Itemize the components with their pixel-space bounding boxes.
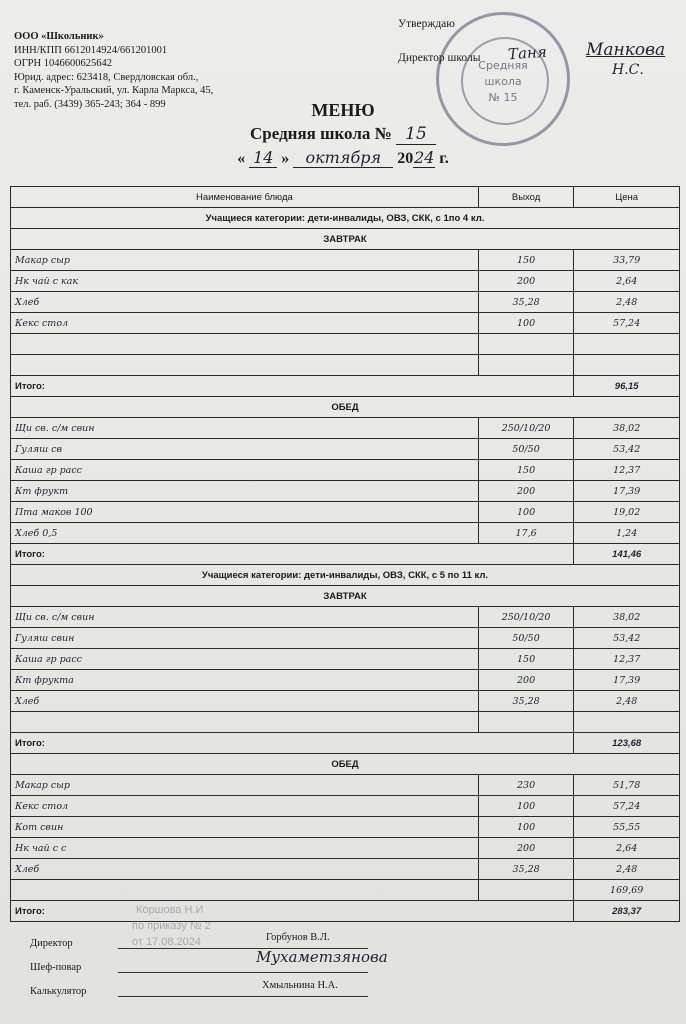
school-title — [0, 124, 686, 145]
org-ogrn: ОГРН 1046600625642 — [14, 58, 112, 69]
output-cell: 100 — [478, 313, 574, 334]
dish-cell: Нк чай с с — [11, 838, 479, 859]
table-header-row — [11, 187, 680, 208]
price-cell: 38,02 — [574, 418, 680, 439]
date-quote-open: « — [237, 150, 246, 167]
output-cell — [478, 334, 574, 355]
menu-date — [0, 148, 686, 168]
org-address-2: г. Каменск-Уральский, ул. Карла Маркса, 45, — [14, 85, 214, 96]
output-cell: 200 — [478, 271, 574, 292]
table-row — [11, 775, 680, 796]
table-row — [11, 418, 680, 439]
total-value: 283,37 — [574, 901, 680, 922]
price-cell: 17,39 — [574, 670, 680, 691]
price-cell: 53,42 — [574, 439, 680, 460]
bleed-through-text-1: Коршова Н.И — [136, 904, 204, 916]
director-name: Горбунов В.Л. — [266, 932, 330, 943]
menu-title: МЕНЮ — [311, 100, 375, 120]
table-row — [11, 250, 680, 271]
dish-cell: Хлеб — [11, 859, 479, 880]
section-label: ЗАВТРАК — [11, 586, 680, 607]
total-row-breakfast-2 — [11, 733, 680, 754]
table-row — [11, 439, 680, 460]
price-cell: 38,02 — [574, 607, 680, 628]
total-value: 141,46 — [574, 544, 680, 565]
breakfast-2-rows — [11, 607, 680, 733]
output-cell: 150 — [478, 649, 574, 670]
table-row — [11, 355, 680, 376]
table-row — [11, 607, 680, 628]
output-cell: 200 — [478, 838, 574, 859]
calc-name: Хмыльнина Н.А. — [262, 980, 338, 991]
dish-cell: Гуляш свин — [11, 628, 479, 649]
total-label: Итого: — [11, 544, 574, 565]
section-breakfast-2 — [11, 586, 680, 607]
output-cell: 250/10/20 — [478, 418, 574, 439]
org-phone: тел. раб. (3439) 365-243; 364 - 899 — [14, 98, 166, 110]
price-cell: 2,64 — [574, 271, 680, 292]
header-price: Цена — [574, 187, 680, 208]
dish-cell: Щи св. с/м свин — [11, 607, 479, 628]
price-cell: 2,64 — [574, 838, 680, 859]
price-cell: 51,78 — [574, 775, 680, 796]
org-name: ООО «Школьник» — [14, 31, 104, 42]
lunch-1-rows — [11, 418, 680, 544]
sign-chef-label: Шеф-повар — [30, 962, 82, 973]
output-cell: 100 — [478, 817, 574, 838]
dish-cell: Макар сыр — [11, 250, 479, 271]
price-cell: 2,48 — [574, 292, 680, 313]
dish-cell — [11, 880, 479, 901]
school-prefix: Средняя школа № — [250, 124, 392, 143]
price-cell: 57,24 — [574, 313, 680, 334]
approve-label: Утверждаю — [398, 18, 455, 30]
director-name-handwritten: Манкова — [586, 40, 666, 60]
table-row — [11, 334, 680, 355]
section-lunch-1 — [11, 397, 680, 418]
price-cell: 55,55 — [574, 817, 680, 838]
director-initials-handwritten: Н.С. — [612, 62, 644, 78]
table-row — [11, 649, 680, 670]
table-row — [11, 712, 680, 733]
table-row — [11, 817, 680, 838]
table-row — [11, 628, 680, 649]
bleed-through-text-3: от 17.08.2024 — [132, 936, 202, 948]
dish-cell: Кекс стол — [11, 313, 479, 334]
price-cell: 12,37 — [574, 649, 680, 670]
section-label: ОБЕД — [11, 754, 680, 775]
price-cell: 57,24 — [574, 796, 680, 817]
table-row — [11, 691, 680, 712]
category-row-2 — [11, 565, 680, 586]
price-cell: 169,69 — [574, 880, 680, 901]
date-year-end: г. — [439, 150, 449, 167]
menu-table — [10, 186, 680, 922]
table-row — [11, 502, 680, 523]
price-cell: 53,42 — [574, 628, 680, 649]
total-value: 123,68 — [574, 733, 680, 754]
stamp-line-1: Средняя — [478, 59, 528, 72]
total-row-lunch-2 — [11, 901, 680, 922]
dish-cell — [11, 334, 479, 355]
total-label: Итого: — [11, 376, 574, 397]
output-cell — [478, 355, 574, 376]
output-cell: 100 — [478, 502, 574, 523]
section-lunch-2 — [11, 754, 680, 775]
output-cell: 230 — [478, 775, 574, 796]
bleed-through-text-2: по приказу № 2 — [132, 920, 211, 932]
section-breakfast-1 — [11, 229, 680, 250]
price-cell: 19,02 — [574, 502, 680, 523]
dish-cell: Кекс стол — [11, 796, 479, 817]
price-cell — [574, 712, 680, 733]
organization-block — [14, 30, 213, 111]
table-row — [11, 880, 680, 901]
breakfast-1-rows — [11, 250, 680, 376]
output-cell: 35,28 — [478, 292, 574, 313]
total-value: 96,15 — [574, 376, 680, 397]
dish-cell: Щи св. с/м свин — [11, 418, 479, 439]
dish-cell: Каша гр расс — [11, 460, 479, 481]
org-address-1: Юрид. адрес: 623418, Свердловская обл., — [14, 71, 199, 83]
table-row — [11, 271, 680, 292]
date-month: октября — [293, 148, 393, 168]
total-label: Итого: — [11, 901, 574, 922]
director-label: Директор школы — [398, 52, 481, 64]
date-quote-close: » — [281, 150, 290, 167]
dish-cell: Кт фрукта — [11, 670, 479, 691]
dish-cell: Хлеб 0,5 — [11, 523, 479, 544]
total-row-lunch-1 — [11, 544, 680, 565]
stamp-line-3: № 15 — [488, 91, 518, 104]
school-number: 15 — [396, 124, 436, 145]
dish-cell — [11, 355, 479, 376]
category-label: Учащиеся категории: дети-инвалиды, ОВЗ, СКК, с 5 по 11 кл. — [11, 565, 680, 586]
dish-cell: Каша гр расс — [11, 649, 479, 670]
output-cell — [478, 880, 574, 901]
dish-cell: Кот свин — [11, 817, 479, 838]
table-row — [11, 523, 680, 544]
output-cell: 100 — [478, 796, 574, 817]
header-output: Выход — [478, 187, 574, 208]
date-year-prefix: 20 — [397, 150, 414, 167]
output-cell: 200 — [478, 670, 574, 691]
dish-cell: Кт фрукт — [11, 481, 479, 502]
price-cell: 33,79 — [574, 250, 680, 271]
signature-block — [30, 932, 86, 1004]
date-day: 14 — [249, 148, 277, 168]
price-cell: 12,37 — [574, 460, 680, 481]
chef-name-handwritten: Мухаметзянова — [256, 948, 388, 966]
dish-cell: Гуляш св — [11, 439, 479, 460]
output-cell: 35,28 — [478, 859, 574, 880]
section-label: ОБЕД — [11, 397, 680, 418]
dish-cell: Хлеб — [11, 691, 479, 712]
section-label: ЗАВТРАК — [11, 229, 680, 250]
sign-calc-label: Калькулятор — [30, 986, 87, 997]
price-cell: 2,48 — [574, 691, 680, 712]
dish-cell: Нк чай с как — [11, 271, 479, 292]
table-row — [11, 292, 680, 313]
output-cell — [478, 712, 574, 733]
output-cell: 50/50 — [478, 628, 574, 649]
table-row — [11, 796, 680, 817]
dish-cell: Хлеб — [11, 292, 479, 313]
price-cell — [574, 334, 680, 355]
category-label: Учащиеся категории: дети-инвалиды, ОВЗ, СКК, с 1по 4 кл. — [11, 208, 680, 229]
dish-cell: Пта маков 100 — [11, 502, 479, 523]
sign-director-label: Директор — [30, 938, 73, 949]
output-cell: 250/10/20 — [478, 607, 574, 628]
table-row — [11, 670, 680, 691]
price-cell: 1,24 — [574, 523, 680, 544]
output-cell: 50/50 — [478, 439, 574, 460]
price-cell — [574, 355, 680, 376]
price-cell: 2,48 — [574, 859, 680, 880]
org-inn: ИНН/КПП 6612014924/661201001 — [14, 44, 168, 56]
dish-cell: Макар сыр — [11, 775, 479, 796]
header-dish: Наименование блюда — [11, 187, 479, 208]
table-row — [11, 481, 680, 502]
date-year-suffix: 24 — [414, 148, 435, 167]
lunch-2-rows — [11, 775, 680, 901]
output-cell: 17,6 — [478, 523, 574, 544]
stamp-line-2: школа — [484, 75, 522, 88]
calc-sign-line — [118, 996, 368, 997]
total-row-breakfast-1 — [11, 376, 680, 397]
table-row — [11, 313, 680, 334]
dish-cell — [11, 712, 479, 733]
output-cell: 150 — [478, 460, 574, 481]
price-cell: 17,39 — [574, 481, 680, 502]
chef-sign-line — [118, 972, 368, 973]
output-cell: 150 — [478, 250, 574, 271]
table-row — [11, 838, 680, 859]
category-row-1 — [11, 208, 680, 229]
output-cell: 35,28 — [478, 691, 574, 712]
table-row — [11, 460, 680, 481]
director-signature: Таня — [507, 42, 548, 64]
table-row — [11, 859, 680, 880]
output-cell: 200 — [478, 481, 574, 502]
total-label: Итого: — [11, 733, 574, 754]
